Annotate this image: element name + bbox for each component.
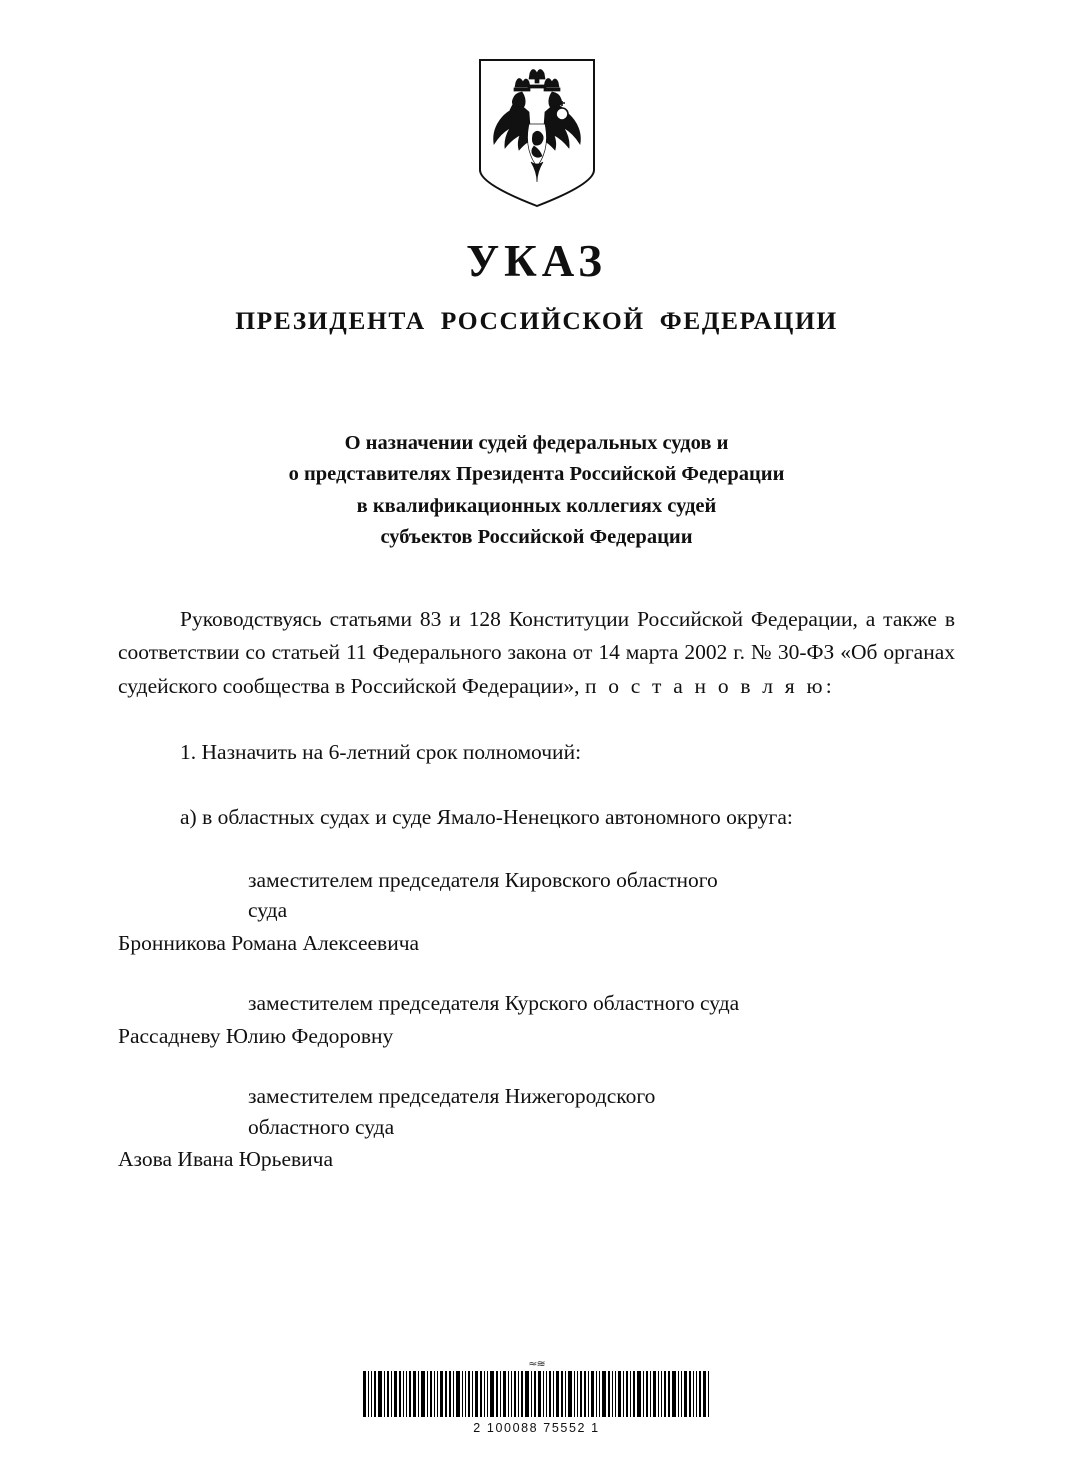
preamble-emphasis: п о с т а н о в л я ю: [584, 673, 835, 698]
appointment-person: Бронникова Романа Алексеевича [118, 930, 420, 955]
heading-line-4: субъектов Российской Федерации [380, 525, 693, 548]
appointment-role-line: областного суда [248, 1114, 395, 1139]
subclause-a: а) в областных судах и суде Ямало-Ненецкого автономного округа: [180, 805, 793, 829]
appointment-role-line: заместителем председателя Нижегородского [248, 1084, 656, 1109]
document-body [118, 603, 955, 1175]
appointment-role-line: заместителем председателя Курского областного суда [248, 991, 740, 1016]
preamble-text: Руководствуясь статьями 83 и 128 Конституции Российской Федерации, а также в соответствии со статьей 11 Федерального закона от 14 марта 2002 г. № 30-ФЗ «Об органах судейского сообщества в Российской Федерации», [118, 606, 955, 698]
appointment-entry [118, 988, 955, 1051]
appointment-entry [118, 1081, 955, 1175]
appointment-person: Азова Ивана Юрьевича [118, 1147, 333, 1172]
heading-line-2: о представителях Президента Российской Федерации [288, 463, 785, 486]
barcode-area [0, 1358, 1073, 1435]
clause-1: 1. Назначить на 6-летний срок полномочий: [180, 740, 582, 765]
barcode-image [363, 1371, 711, 1417]
barcode-scribble: ≈≋ [528, 1358, 545, 1369]
barcode-digits: 2 100088 75552 1 [473, 1421, 600, 1435]
emblem-container [118, 0, 955, 208]
appointment-person: Рассадневу Юлию Федоровну [118, 1023, 394, 1048]
coat-of-arms-of-russia-icon [478, 58, 596, 208]
appointment-entry [118, 865, 955, 959]
document-subtitle: ПРЕЗИДЕНТА РОССИЙСКОЙ ФЕДЕРАЦИИ [235, 306, 838, 336]
appointment-role-line: суда [248, 898, 288, 923]
heading-line-1: О назначении судей федеральных судов и [344, 432, 729, 455]
preamble-paragraph [118, 603, 955, 704]
heading-line-3: в квалификационных коллегиях судей [356, 494, 717, 517]
document-heading [118, 428, 955, 553]
document-title: УКАЗ [466, 236, 607, 286]
appointment-role-line: заместителем председателя Кировского областного [248, 867, 718, 892]
